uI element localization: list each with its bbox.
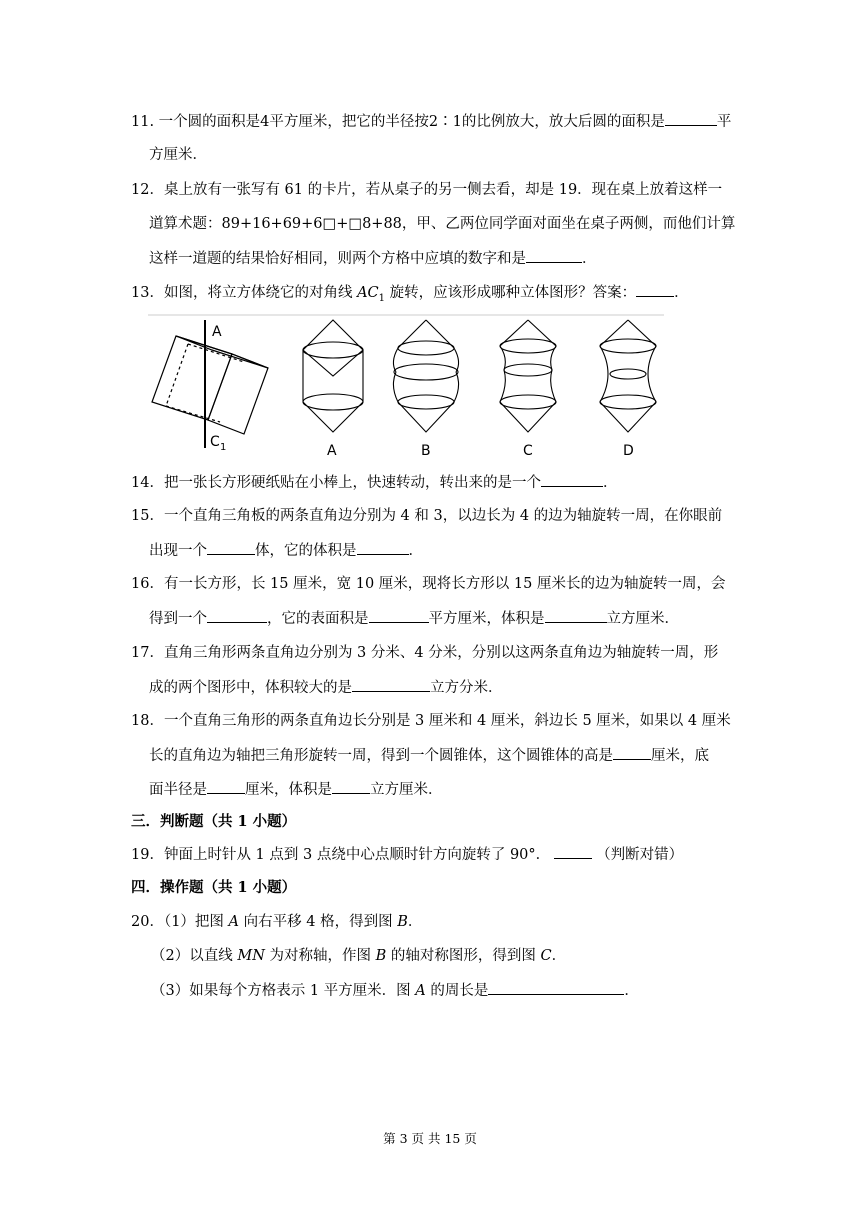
q20-var-a: A [228,914,240,930]
question-16-line-2 [149,608,679,629]
q14-text-b: ． [602,475,618,491]
option-b-label: B [421,443,431,459]
q15-text-a: 15．一个直角三角板的两条直角边分别为 4 和 3，以边长为 4 的边为轴旋转一周，在你眼前 [131,508,723,524]
question-14-line-1 [131,472,617,493]
option-d-shape [600,320,656,432]
q19-blank[interactable] [554,844,592,859]
q20-text-g: ． [551,948,567,964]
q13-text-a: 13．如图，将立方体绕它的对角线 [131,285,358,301]
q12-text-d: ． [582,251,597,267]
q18-text-f: 立方厘米． [370,782,443,798]
q20-text-e: 为对称轴，作图 [264,948,376,964]
q11-text-c: 方厘米． [149,147,207,163]
question-15-line-1 [131,506,722,526]
question-11-line-1 [131,111,731,132]
q15-blank-1[interactable] [207,540,255,555]
q20-text-f: 的轴对称图形，得到图 [386,948,541,964]
question-12-line-1 [131,180,722,200]
page-footer: 第 3 页 共 15 页 [383,1131,477,1146]
q12-blank[interactable] [526,248,582,263]
q17-text-b: 成的两个图形中，体积较大的是 [149,680,352,696]
q16-text-d: 平方厘米，体积是 [428,611,545,627]
q11-text-a: 11. 一个圆的面积是4平方厘米，把它的半径按2∶1的比例放大，放大后圆的面积是 [131,114,665,130]
q16-text-c: ，它的表面积是 [267,611,369,627]
q20-text-b: 向右平移 4 格，得到图 [239,914,398,930]
q13-figure [148,314,664,460]
q11-text-b: 平 [716,114,732,130]
q20-var-mn: MN [237,948,265,964]
q15-text-c: 体，它的体积是 [255,543,357,559]
q20-text-c: ． [407,914,423,930]
option-d-label: D [623,443,634,459]
q12-text-c: 这样一道题的结果恰好相同，则两个方格中应填的数字和是 [149,251,526,267]
q20-text-h: （3）如果每个方格表示 1 平方厘米．图 [151,983,416,999]
q20-text-j: ． [624,983,639,999]
q14-text-a: 14．把一张长方形硬纸贴在小棒上，快速转动，转出来的是一个 [131,475,541,491]
question-20-line-3 [151,980,639,1001]
q20-text-a: 20．（1）把图 [131,914,229,930]
q18-text-a: 18．一个直角三角形的两条直角边长分别是 3 厘米和 4 厘米，斜边长 5 厘米，如果以 4 厘米 [131,713,731,729]
q16-text-b: 得到一个 [149,611,207,627]
section-4-heading: 四．操作题（共 1 小题） [131,879,297,896]
question-17-line-1 [131,643,718,663]
cube-label-c1-sub: 1 [220,442,227,453]
q20-var-a2: A [415,983,426,999]
q15-text-d: ． [408,543,423,559]
q16-blank-2[interactable] [369,608,429,623]
question-19-line-1 [131,844,683,865]
section-3-heading: 三．判断题（共 1 小题） [131,813,297,830]
q19-text-b: （判断对错） [596,847,684,863]
q17-text-a: 17．直角三角形两条直角边分别为 3 分米、4 分米，分别以这两条直角边为轴旋转一周，形 [131,645,719,661]
q16-text-e: 立方厘米． [606,611,679,627]
question-16-line-1 [131,574,725,594]
q20-var-b: B [397,914,408,930]
cube-label-c1: C [210,434,220,450]
q20-var-b2: B [375,948,387,964]
q18-text-c: 厘米，底 [651,748,709,764]
question-18-line-3 [149,779,443,800]
q18-text-e: 厘米，体积是 [245,782,332,798]
cube-diagram [152,320,268,448]
question-20-line-2 [151,946,566,966]
option-b-shape [393,320,458,432]
q20-text-d: （2）以直线 [151,948,238,964]
q16-blank-1[interactable] [207,608,267,623]
option-c-shape [500,320,556,432]
q17-blank[interactable] [352,677,430,692]
q18-blank-1[interactable] [613,745,651,760]
option-a-label: A [327,443,337,459]
q16-blank-3[interactable] [545,608,607,623]
q18-blank-2[interactable] [207,779,245,794]
option-c-label: C [523,443,533,459]
q13-blank[interactable] [636,282,674,297]
q13-text-c: ． [674,285,689,301]
q15-blank-2[interactable] [357,540,409,555]
question-11-line-2 [149,145,207,165]
q17-text-c: 立方分米． [430,680,503,696]
question-13-line-1 [131,282,689,309]
q20-blank[interactable] [488,980,624,995]
q13-var-sub: 1 [378,292,386,304]
q18-text-d: 面半径是 [149,782,207,798]
question-18-line-1 [131,711,731,731]
q20-var-c: C [540,948,552,964]
question-12-line-2 [149,214,735,234]
q20-text-i: 的周长是 [425,983,489,999]
q16-text-a: 16．有一长方形，长 15 厘米，宽 10 厘米，现将长方形以 15 厘米长的边为轴旋转一周，会 [131,576,726,592]
q13-text-b: 旋转，应该形成哪种立体图形？答案： [385,285,637,301]
q18-blank-3[interactable] [332,779,370,794]
question-17-line-2 [149,677,503,698]
question-20-line-1 [131,912,422,932]
q19-text-a: 19．钟面上时针从 1 点到 3 点绕中心点顺时针方向旋转了 90°． [131,847,551,863]
q11-blank[interactable] [665,111,717,126]
cube-label-a: A [212,324,222,340]
question-12-line-3 [149,248,597,269]
q14-blank[interactable] [541,472,603,487]
q18-text-b: 长的直角边为轴把三角形旋转一周，得到一个圆锥体，这个圆锥体的高是 [149,748,613,764]
q13-var-ac: AC [357,285,379,301]
q12-text-a: 12．桌上放有一张写有 61 的卡片，若从桌子的另一侧去看，却是 19．现在桌上放着这样一 [131,182,723,198]
q15-text-b: 出现一个 [149,543,207,559]
q12-text-b: 道算术题：89+16+69+6□+□8+88，甲、乙两位同学面对面坐在桌子两侧，而他们计算 [149,216,736,232]
option-a-shape [303,320,363,432]
question-15-line-2 [149,540,423,561]
question-18-line-2 [149,745,709,766]
